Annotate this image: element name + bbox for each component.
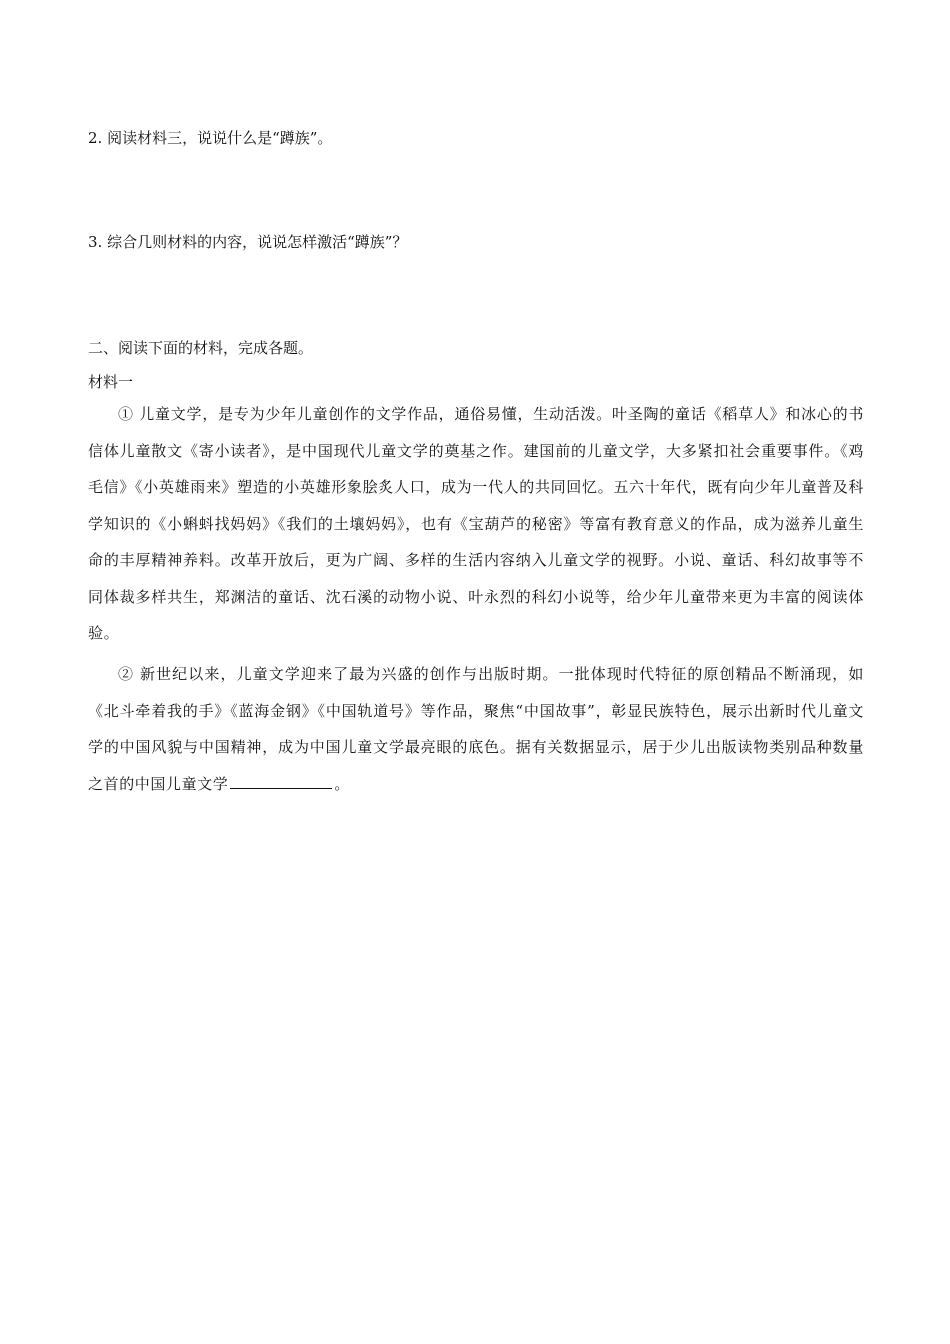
answer-blank[interactable] [230, 774, 332, 789]
question-3: 3. 综合几则材料的内容，说说怎样激活“蹲族”？ [88, 233, 408, 251]
paragraph-2-end: 。 [334, 774, 351, 793]
section-2-title: 二、阅读下面的材料，完成各题。 [88, 339, 314, 357]
paragraph-2-text: ② 新世纪以来，儿童文学迎来了最为兴盛的创作与出版时期。一批体现时代特征的原创精品不断涌现，如《北斗牵着我的手》《蓝海金钢》《中国轨道号》等作品，聚焦“中国故事”，彰显民族特色，展示出新时代儿童文学的中国风貌与中国精神，成为中国儿童文学最亮眼的底色。据有关数据显示，居于少儿出版读物类别品种数量之首的中国儿童文学 [88, 665, 864, 793]
question-2: 2. 阅读材料三，说说什么是“蹲族”。 [88, 129, 333, 147]
material-1-label: 材料一 [88, 373, 134, 391]
material-1-paragraph-2 [88, 656, 864, 802]
material-1-paragraph-1: ① 儿童文学，是专为少年儿童创作的文学作品，通俗易懂，生动活泼。叶圣陶的童话《稻草人》和冰心的书信体儿童散文《寄小读者》，是中国现代儿童文学的奠基之作。建国前的儿童文学，大多紧扣社会重要事件。《鸡毛信》《小英雄雨来》塑造的小英雄形象脍炙人口，成为一代人的共同回忆。五六十年代，既有向少年儿童普及科学知识的《小蝌蚪找妈妈》《我们的土壤妈妈》，也有《宝葫芦的秘密》等富有教育意义的作品，成为滋养儿童生命的丰厚精神养料。改革开放后，更为广阔、多样的生活内容纳入儿童文学的视野。小说、童话、科幻故事等不同体裁多样共生，郑渊洁的童话、沈石溪的动物小说、叶永烈的科幻小说等，给少年儿童带来更为丰富的阅读体验。 [88, 405, 864, 642]
